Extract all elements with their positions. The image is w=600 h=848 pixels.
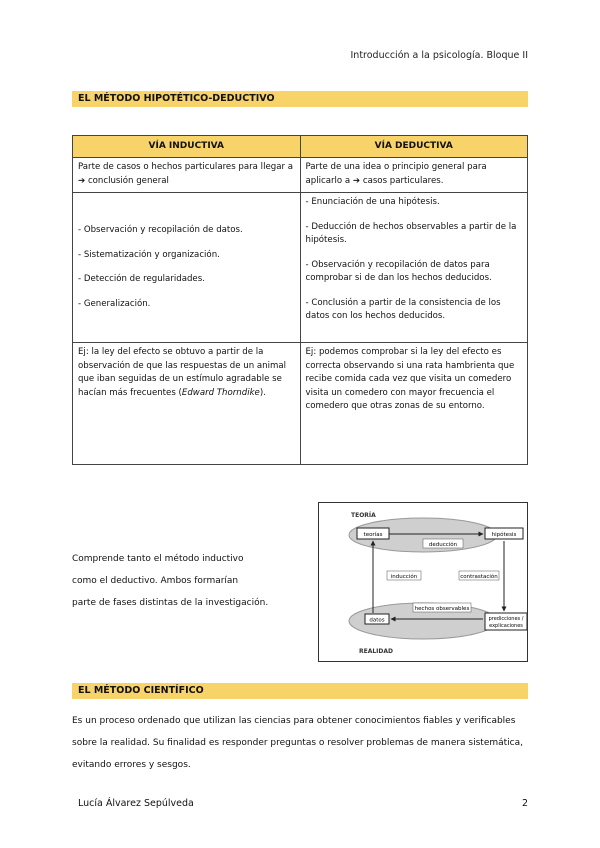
deductive-example: Ej: podemos comprobar si la ley del efecto es correcta observando si una rata hambrienta que recibe comida cada vez que visita un comedero visita un comedero con mayor frecuencia el comedero que otras zonas de su entorno. xyxy=(300,343,528,465)
summary-line: Comprende tanto el método inductivo xyxy=(72,554,244,564)
list-item: - Enunciación de una hipótesis. xyxy=(305,197,440,207)
scientific-method-diagram xyxy=(318,502,528,662)
theory-label: TEORÍA xyxy=(351,512,376,519)
list-item: - Observación y recopilación de datos. xyxy=(78,225,243,235)
contrast-label: contrastación xyxy=(460,574,498,580)
column-header-inductive: VÍA INDUCTIVA xyxy=(73,136,301,158)
summary-line: como el deductivo. Ambos formarían xyxy=(72,576,239,586)
hypotheses-label: hipótesis xyxy=(491,532,517,538)
explanations-label: explicaciones xyxy=(489,623,523,629)
inductive-definition-conclusion: conclusión general xyxy=(87,175,169,186)
table-header-row xyxy=(73,136,528,158)
summary-line: parte de fases distintas de la investigación. xyxy=(72,598,269,608)
list-item: - Generalización. xyxy=(78,298,151,309)
reality-label: REALIDAD xyxy=(359,648,394,655)
column-header-deductive: VÍA DEDUCTIVA xyxy=(300,136,528,158)
section-heading-hypothetico-deductive: EL MÉTODO HIPOTÉTICO-DEDUCTIVO xyxy=(72,91,528,107)
deductive-definition xyxy=(300,158,528,193)
table-row-steps xyxy=(73,193,528,343)
deductive-definition-cases: casos particulares. xyxy=(362,175,444,186)
section-heading-scientific-method: EL MÉTODO CIENTÍFICO xyxy=(72,683,528,699)
inductive-example xyxy=(73,343,301,465)
deduction-label: deducción xyxy=(428,542,458,548)
inductive-steps xyxy=(73,193,301,343)
deductive-definition-text: Parte de una idea o principio general para aplicarlo a xyxy=(305,162,487,186)
data-label: datos xyxy=(369,617,385,624)
inductive-example-end: ). xyxy=(259,387,266,398)
footer-author: Lucía Álvarez Sepúlveda xyxy=(78,798,194,809)
method-summary xyxy=(72,548,302,614)
observable-facts-label: hechos observables xyxy=(414,606,470,612)
diagram-canvas xyxy=(319,503,527,661)
scientific-method-paragraph: Es un proceso ordenado que utilizan las ciencias para obtener conocimientos fiables y verificables sobre la realidad. Su finalidad es responder preguntas o resolver problemas de manera sistemática, evitando errores y sesgos. xyxy=(72,716,524,770)
comparison-table xyxy=(72,135,528,465)
deductive-steps xyxy=(300,193,528,343)
list-item: - Observación y recopilación de datos para comprobar si de dan los hechos deducidos. xyxy=(305,259,492,283)
inductive-example-text: Ej: la ley del efecto se obtuvo a partir de la observación de que las respuestas de un animal que iban seguidas de un estímulo agradable se hacían más frecuentes ( xyxy=(78,347,287,398)
induction-label: inducción xyxy=(390,574,418,580)
arrow-icon: ➔ xyxy=(352,175,361,186)
page-number: 2 xyxy=(521,798,528,809)
arrow-icon: ➔ xyxy=(78,175,86,186)
table-row-example xyxy=(73,343,528,465)
predictions-label: predicciones / xyxy=(488,616,524,622)
theories-label: teorías xyxy=(363,532,383,538)
inductive-definition xyxy=(73,158,301,193)
list-item: - Detección de regularidades. xyxy=(78,274,205,284)
inductive-definition-text: Parte de casos o hechos particulares para llegar a xyxy=(78,162,293,172)
table-row-definition xyxy=(73,158,528,193)
list-item: - Conclusión a partir de la consistencia de los datos con los hechos deducidos. xyxy=(305,297,501,321)
list-item: - Deducción de hechos observables a partir de la hipótesis. xyxy=(305,221,517,245)
example-author: Edward Thorndike xyxy=(181,387,260,398)
running-header: Introducción a la psicología. Bloque II xyxy=(350,50,528,61)
list-item: - Sistematización y organización. xyxy=(78,249,220,260)
